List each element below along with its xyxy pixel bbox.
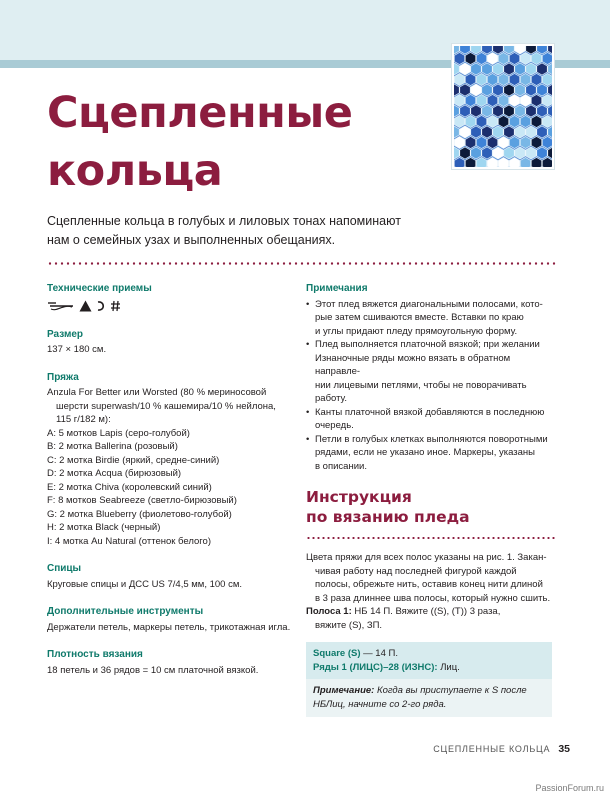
quilt-hexagon [553,158,554,170]
quilt-hexagon [526,63,536,75]
title-line-1: Сцепленные [47,88,353,138]
quilt-hexagon [542,95,552,107]
quilt-hexagon [520,74,530,86]
yarn-item: H: 2 мотка Black (черный) [47,522,161,533]
dotted-divider [47,262,557,265]
quilt-hexagon [526,84,536,96]
quilt-hexagon [509,95,519,107]
quilt-hexagon [553,95,554,107]
quilt-hexagon [553,137,554,149]
quilt-hexagon [542,74,552,86]
hash-icon [110,300,121,312]
note-item [306,338,556,406]
watermark: PassionForum.ru [535,783,604,793]
quilt-hexagon [493,105,503,117]
yarn-item: A: 5 мотков Lapis (серо-голубой) [47,427,190,439]
quilt-hexagon [487,137,497,149]
quilt-hexagon [537,126,547,138]
instructions-title-line-2: по вязанию пледа [306,508,470,526]
quilt-hexagon [526,126,536,138]
quilt-hexagon [515,126,525,138]
quilt-hexagon [531,116,541,128]
quilt-hexagon [454,95,464,107]
technique-symbols [47,298,295,314]
intro-line-1: Сцепленные кольца в голубых и лиловых тонах напоминают [47,214,401,228]
quilt-hexagon [487,74,497,86]
notes-list [306,298,556,474]
strip-1-text: НБ 14 П. Вяжите ((S), (T)) 3 раза, [351,606,501,617]
tools-section [47,605,295,634]
quilt-hexagon [482,126,492,138]
technique-section [47,282,295,314]
yarn-item: I: 4 мотка Au Natural (оттенок белого) [47,535,211,547]
quilt-hexagon [520,116,530,128]
note-line: • Канты платочной вязкой добавляются в последнюю [315,406,545,418]
yarn-item: F: 8 мотков Seabreeze (светло-бирюзовый) [47,495,237,506]
quilt-hexagon [504,105,514,117]
tools-value: Держатели петель, маркеры петель, трикотажная игла. [47,621,291,633]
quilt-hexagon [493,147,503,159]
quilt-hexagon [537,147,547,159]
tools-heading: Дополнительные инструменты [47,606,204,617]
quilt-hexagon [460,63,470,75]
page-footer [0,743,570,755]
quilt-hexagon [537,84,547,96]
notes-heading: Примечания [306,283,368,294]
quilt-hexagon [537,105,547,117]
quilt-hexagon [482,105,492,117]
yarn-desc-line: Anzula For Better или Worsted (80 % мериносовой [47,387,267,398]
notes-section [306,282,556,473]
triangle-icon [79,300,92,312]
quilt-hexagon [476,137,486,149]
needles-heading: Спицы [47,563,82,574]
quilt-hexagon [509,74,519,86]
title-line-2: кольца [47,146,223,196]
quilt-hexagon [487,95,497,107]
quilt-hexagon [493,63,503,75]
note-line [313,684,545,698]
quilt-hexagon [504,126,514,138]
reverse-c-icon [96,300,106,312]
quilt-hexagon [520,95,530,107]
note-line: • Петли в голубых клетках выполняются поворотными [315,433,548,445]
quilt-hexagon [526,147,536,159]
quilt-hexagon [460,105,470,117]
note-line: очередь. [315,420,354,431]
quilt-thumbnail-image [452,44,554,169]
needle-icon [47,300,75,312]
note-line-2: НБЛиц, начните со 2-го ряда. [313,698,447,710]
footer-section-title: СЦЕПЛЕННЫЕ КОЛЬЦА [433,744,551,754]
quilt-hexagon [471,84,481,96]
quilt-hexagon [454,116,464,128]
yarn-section [47,371,295,549]
intro-paragraph [47,212,447,250]
yarn-item: G: 2 мотка Blueberry (фиолетово-голубой) [47,508,232,520]
page-title [47,84,427,200]
quilt-hexagon [454,53,464,65]
instructions-line: чивая работу над последней фигурой каждой [315,565,517,577]
square-line [313,647,545,661]
instructions-title [306,487,556,527]
instructions-line: в 3 раза длиннее шва полосы, который нужно сшить. [315,592,551,604]
intro-line-2: нам о семейных узах и выполненных обещаниях. [47,233,336,247]
size-heading: Размер [47,328,84,340]
quilt-hexagon [542,53,552,65]
quilt-pattern-svg [454,46,554,169]
yarn-desc-line: 115 г/182 м): [56,414,111,425]
page-number: 35 [558,743,570,755]
instructions-line: полосы, обрежьте нить, оставив конец нити длиной [315,579,543,590]
quilt-hexagon [476,53,486,65]
rows-line [313,661,545,675]
quilt-hexagon [454,74,464,86]
left-column [47,282,295,691]
instructions-divider [306,537,556,539]
quilt-hexagon [460,126,470,138]
quilt-hexagon [465,53,475,65]
note-line: нии лицевыми петлями, чтобы не поворачивать работу. [315,379,527,404]
note-item [306,433,556,474]
yarn-heading: Пряжа [47,371,79,383]
quilt-hexagon [498,137,508,149]
note-text: Когда вы приступаете к S после [374,685,527,696]
yarn-item: E: 2 мотка Chiva (королевский синий) [47,481,212,493]
quilt-hexagon [493,126,503,138]
size-value: 137 × 180 см. [47,344,107,355]
technique-heading: Технические приемы [47,283,152,294]
note-label: Примечание: [313,685,375,696]
square-info-box [306,642,552,717]
quilt-hexagon [487,116,497,128]
gauge-section [47,648,295,677]
quilt-hexagon [476,74,486,86]
right-column [306,282,556,717]
quilt-hexagon [498,116,508,128]
note-line: рые затем сшиваются вместе. Вставки по краю [315,312,524,323]
quilt-hexagon [471,147,481,159]
quilt-hexagon [542,137,552,149]
quilt-hexagon [504,63,514,75]
quilt-hexagon [537,63,547,75]
quilt-hexagon [471,105,481,117]
quilt-hexagon [482,147,492,159]
note-line: • Этот плед вяжется диагональными полосами, кото- [315,298,543,310]
quilt-hexagon [509,116,519,128]
strip-1-line [306,605,556,619]
quilt-hexagon [553,53,554,65]
quilt-hexagon [504,147,514,159]
instructions-paragraph [306,551,556,632]
instructions-title-line-1: Инструкция [306,488,412,506]
square-box-top [306,642,552,679]
note-line: Изнаночные ряды можно вязать в обратном направле- [315,352,511,377]
yarn-item: B: 2 мотка Ballerina (розовый) [47,441,178,452]
quilt-hexagon [465,95,475,107]
square-value: — 14 П. [360,648,398,659]
quilt-hexagon [482,63,492,75]
quilt-hexagon [531,53,541,65]
quilt-hexagon [460,84,470,96]
quilt-hexagon [509,137,519,149]
quilt-hexagon [515,147,525,159]
quilt-hexagon [471,63,481,75]
quilt-hexagon [531,137,541,149]
note-item [306,298,556,339]
quilt-hexagon [465,74,475,86]
instructions-line: Цвета пряжи для всех полос указаны на рис. 1. Закан- [306,552,547,563]
yarn-item: D: 2 мотка Acqua (бирюзовый) [47,468,182,479]
note-line: и углы придают пледу прямоугольную форму. [315,325,518,337]
yarn-item: C: 2 мотка Birdie (яркий, средне-синий) [47,454,220,466]
note-line: в описании. [315,460,367,472]
quilt-hexagon [465,116,475,128]
quilt-hexagon [476,116,486,128]
quilt-hexagon [515,63,525,75]
quilt-hexagon [504,84,514,96]
quilt-hexagon [487,53,497,65]
square-label: Square (S) [313,648,361,659]
quilt-hexagon [520,137,530,149]
quilt-hexagon [531,74,541,86]
quilt-hexagon [498,53,508,65]
note-item [306,406,556,433]
quilt-hexagon [520,53,530,65]
quilt-hexagon [531,95,541,107]
note-line: рядами, если не указано иное. Маркеры, указаны [315,447,535,458]
quilt-hexagon [460,147,470,159]
quilt-hexagon [553,116,554,128]
needles-section [47,562,295,591]
quilt-hexagon [498,74,508,86]
quilt-hexagon [471,126,481,138]
quilt-hexagon [509,53,519,65]
strip-1-label: Полоса 1: [306,606,352,617]
quilt-hexagon [542,116,552,128]
size-section [47,328,295,357]
quilt-hexagon [482,84,492,96]
quilt-hexagon [553,74,554,86]
needles-value: Круговые спицы и ДСС US 7/4,5 мм, 100 см. [47,578,243,590]
quilt-hexagon [493,84,503,96]
gauge-value: 18 петель и 36 рядов = 10 см платочной вязкой. [47,664,259,676]
rows-value: Лиц. [437,661,460,673]
quilt-hexagon [498,95,508,107]
note-line: • Плед выполняется платочной вязкой; при желании [315,339,540,350]
strip-1-line-2: вяжите (S), ЗП. [315,619,383,631]
quilt-hexagon [515,105,525,117]
quilt-hexagon [465,137,475,149]
square-box-note [306,679,552,717]
quilt-hexagon [526,105,536,117]
quilt-hexagon [454,137,464,149]
rows-label: Ряды 1 (ЛИЦС)–28 (ИЗНС): [313,661,438,673]
quilt-hexagon [515,84,525,96]
gauge-heading: Плотность вязания [47,649,143,660]
yarn-desc-line: шерсти superwash/10 % кашемира/10 % нейлона, [56,400,276,412]
quilt-hexagon [476,95,486,107]
